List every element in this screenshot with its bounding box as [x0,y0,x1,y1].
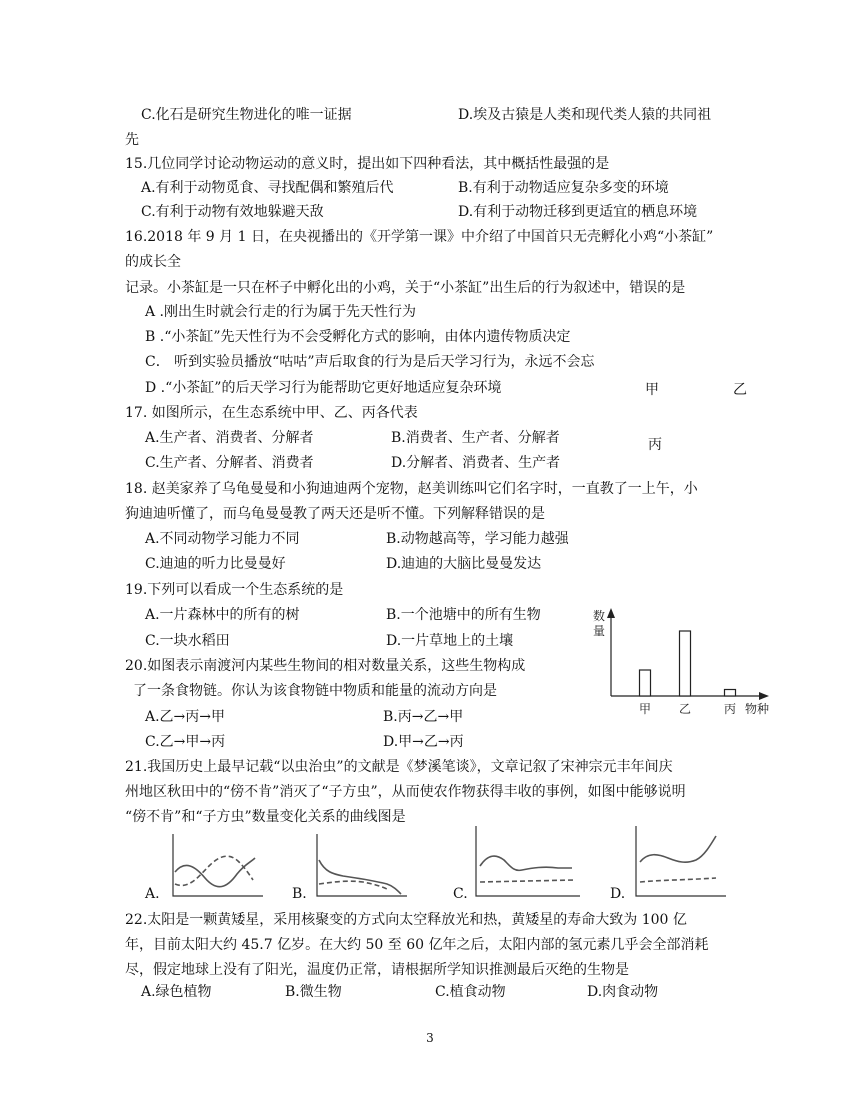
q19-option-b: B.一个池塘中的所有生物 [386,607,541,623]
q17-fig-jia: 甲 [645,382,659,398]
q16-stem-line3: 记录。小茶缸是一只在杯子中孵化出的小鸡，关于“小茶缸”出生后的行为叙述中，错误的是 [125,280,686,296]
q16-option-b: B .“小茶缸”先天性行为不会受孵化方式的影响，由体内遗传物质决定 [145,329,571,345]
x-axis-arrow [759,692,769,700]
q14-option-c: C.化石是研究生物进化的唯一证据 [141,107,352,123]
q17-fig-yi: 乙 [733,382,747,398]
q21-stem-line2: 州地区秋田中的“傍不肯”消灭了“子方虫”，从而使农作物获得丰收的事例，如图中能够说明 [125,784,686,800]
q22-stem-line3: 尽，假定地球上没有了阳光，温度仍正常，请根据所学知识推测最后灭绝的生物是 [125,962,629,978]
y-axis-arrow [607,608,615,618]
q17-option-a: A.生产者、消费者、分解者 [145,430,314,446]
q21-option-c: C. [453,886,468,902]
q22-option-b: B.微生物 [285,984,342,1000]
y-axis-label-2: 量 [593,624,606,638]
q22-option-c: C.植食动物 [435,984,506,1000]
q15-stem: 15.几位同学讨论动物运动的意义时，提出如下四种看法，其中概括性最强的是 [125,156,610,172]
bar-label-0: 甲 [639,702,652,716]
q22-option-a: A.绿色植物 [141,984,212,1000]
q17-option-d: D.分解者、消费者、生产者 [391,455,561,471]
q16-option-a: A .刚出生时就会行走的行为属于先天性行为 [145,304,417,320]
q22-stem-line1: 22.太阳是一颗黄矮星，采用核聚变的方式向太空释放光和热，黄矮星的寿命大致为 100 亿 [125,912,687,928]
q21-option-a: A. [145,886,160,902]
q18-stem-line1: 18. 赵美家养了乌龟曼曼和小狗迪迪两个宠物，赵美训练叫它们名字时，一直教了一上午，小 [125,481,698,497]
graph-b-solid-curve [319,860,401,894]
q18-option-d: D.迪迪的大脑比曼曼发达 [386,556,542,572]
graph-c-axes [476,826,580,896]
q21-option-d: D. [610,886,626,902]
q21-graph-b [307,832,412,904]
q20-bar-chart [585,600,775,720]
q21-option-b: B. [292,886,307,902]
q19-option-c: C.一块水稻田 [145,633,230,649]
q19-option-a: A.一片森林中的所有的树 [145,607,300,623]
q16-stem-line2: 的成长全 [125,254,181,270]
q14-option-d-wrap: 先 [125,132,139,148]
q17-fig-bing: 丙 [648,437,662,453]
q15-option-d: D.有利于动物迁移到更适宜的栖息环境 [458,204,698,220]
q18-option-c: C.迪迪的听力比曼曼好 [145,556,286,572]
q18-option-b: B.动物越高等，学习能力越强 [386,531,569,547]
graph-c-solid-curve [480,856,572,870]
x-axis-label: 物种 [745,702,770,716]
q17-option-c: C.生产者、分解者、消费者 [145,455,314,471]
q15-option-c: C.有利于动物有效地躲避天敌 [141,204,324,220]
q20-option-a: A.乙→丙→甲 [145,709,226,725]
bar-2 [725,690,736,697]
q17-option-b: B.消费者、生产者、分解者 [391,430,560,446]
q21-stem-line3: “傍不肯”和“子方虫”数量变化关系的曲线图是 [125,809,406,825]
q19-option-d: D.一片草地上的土壤 [386,633,514,649]
q19-stem: 19.下列可以看成一个生态系统的是 [125,582,344,598]
q16-option-c: C． 听到实验员播放“咕咕”声后取食的行为是后天学习行为，永远不会忘 [145,354,595,370]
q16-stem-line1: 16.2018 年 9 月 1 日，在央视播出的《开学第一课》中介绍了中国首只无壳孵化小鸡“小茶缸” [125,229,714,245]
q20-option-c: C.乙→甲→丙 [145,734,226,750]
graph-c-dashed-curve [480,880,574,882]
q21-graph-a [163,832,268,904]
q15-option-b: B.有利于动物适应复杂多变的环境 [458,180,669,196]
graph-d-axes [636,826,726,896]
q20-option-d: D.甲→乙→丙 [383,734,464,750]
q16-option-d: D .“小茶缸”的后天学习行为能帮助它更好地适应复杂环境 [145,380,502,396]
q17-stem: 17. 如图所示，在生态系统中甲、乙、丙各代表 [125,405,418,421]
q20-stem-line1: 20.如图表示南渡河内某些生物间的相对数量关系，这些生物构成 [125,658,526,674]
q21-stem-line1: 21.我国历史上最早记载“以虫治虫”的文献是《梦溪笔谈》，文章记叙了宋神宗元丰年间庆 [125,759,673,775]
q15-option-a: A.有利于动物觅食、寻找配偶和繁殖后代 [141,180,394,196]
q21-graph-c [466,824,586,904]
q20-stem-line2: 了一条食物链。你认为该食物链中物质和能量的流动方向是 [133,683,497,699]
q20-option-b: B.丙→乙→甲 [383,709,464,725]
bar-1 [680,631,691,696]
q14-option-d: D.埃及古猿是人类和现代类人猿的共同祖 [458,107,712,123]
q18-option-a: A.不同动物学习能力不同 [145,531,300,547]
q21-graph-d [626,824,731,904]
graph-d-solid-curve [640,836,716,862]
q18-stem-line2: 狗迪迪听懂了，而乌龟曼曼教了两天还是听不懂。下列解释错误的是 [125,506,545,522]
q22-stem-line2: 年，目前太阳大约 45.7 亿岁。在大约 50 至 60 亿年之后，太阳内部的氢元素几乎会全部消耗 [125,937,709,953]
bar-label-2: 丙 [724,702,737,716]
graph-a-solid-curve [175,858,255,887]
bar-label-1: 乙 [679,702,692,716]
page-number: 3 [426,1031,434,1045]
q22-option-d: D.肉食动物 [587,984,659,1000]
graph-d-dashed-curve [640,878,716,882]
y-axis-label-1: 数 [593,609,606,623]
bar-0 [640,670,651,696]
graph-a-dashed-curve [175,856,253,885]
